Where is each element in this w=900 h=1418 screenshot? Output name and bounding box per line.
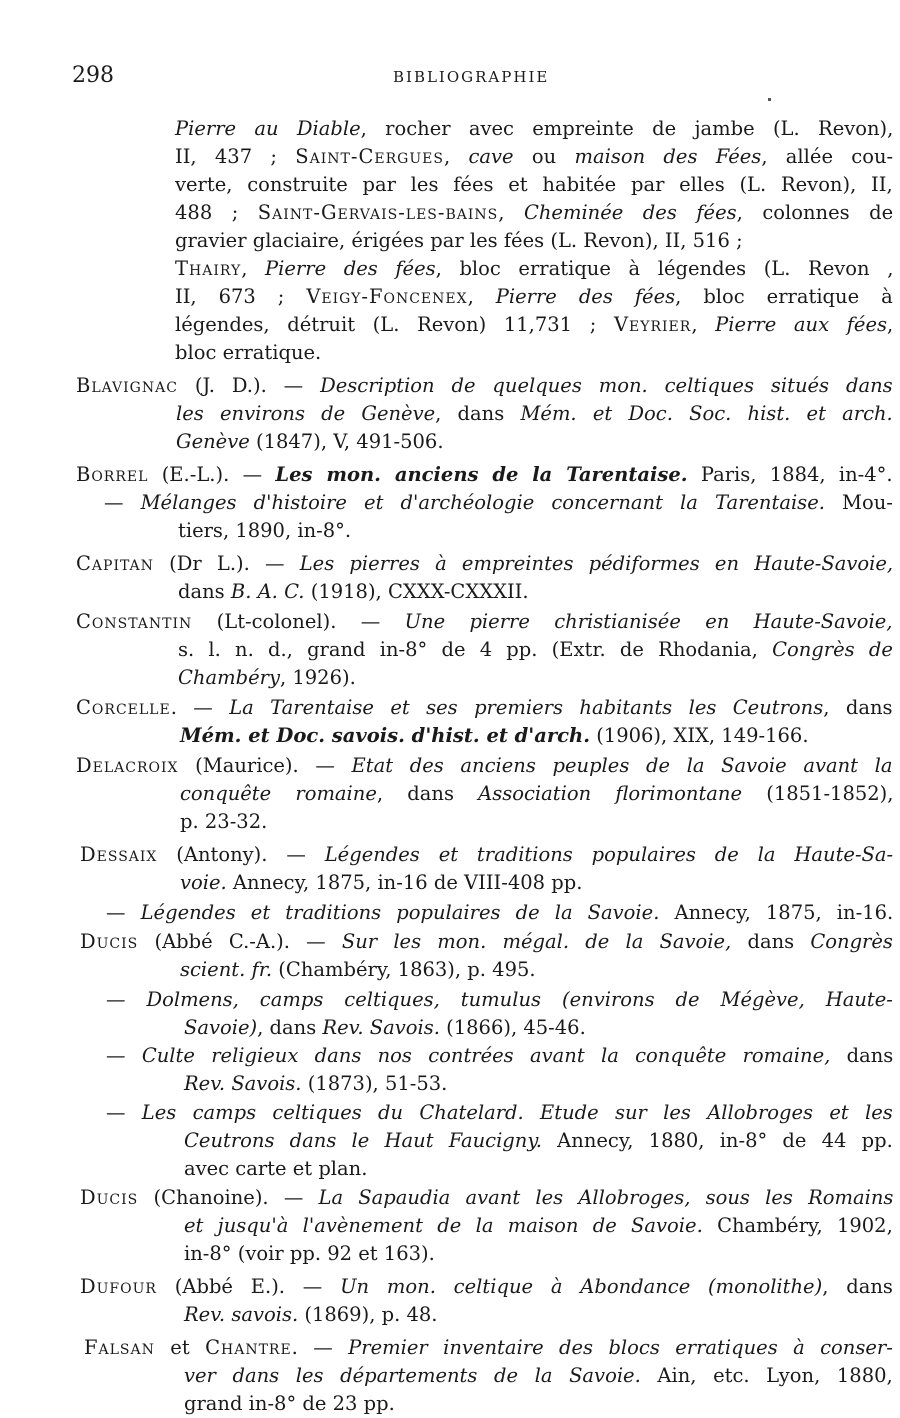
author-name: Delacroix xyxy=(76,754,179,777)
text-line xyxy=(178,636,893,664)
text-line xyxy=(180,780,893,808)
text-run: Annecy, 1875, in-16 de VIII-408 pp. xyxy=(226,871,583,894)
text-line xyxy=(106,1042,893,1070)
author-name: Dufour xyxy=(80,1275,157,1298)
text-run: (Chanoine). — xyxy=(138,1186,319,1209)
italic-title: Chambéry xyxy=(178,666,280,689)
speck-mark xyxy=(768,98,771,101)
text-run: (J. D.). — xyxy=(177,374,321,397)
text-line xyxy=(180,808,267,836)
text-line xyxy=(80,841,893,869)
author-name: Dessaix xyxy=(80,843,158,866)
italic-title: Un mon. celtique à Abondance (monolithe) xyxy=(340,1275,823,1298)
italic-title: maison des Fées xyxy=(574,145,762,168)
text-line xyxy=(184,1070,447,1098)
text-line xyxy=(76,608,893,636)
italic-title: cave xyxy=(468,145,514,168)
text-run: II, 437 ; xyxy=(175,145,296,168)
text-line xyxy=(175,227,743,255)
text-run: (1851-1852), xyxy=(742,782,894,805)
italic-title: Pierre des fées xyxy=(495,285,676,308)
text-run: (Chambéry, 1863), p. 495. xyxy=(272,958,536,981)
text-run: avec carte et plan. xyxy=(184,1157,368,1180)
italic-title: voie. xyxy=(180,871,227,894)
text-run: (1869), p. 48. xyxy=(298,1303,438,1326)
author-name: Veyrier xyxy=(613,313,692,336)
italic-title: Ceutrons dans le Haut Faucigny. xyxy=(184,1129,542,1152)
text-line xyxy=(184,1127,893,1155)
italic-title: Rev. Savois. xyxy=(322,1016,440,1039)
text-line xyxy=(180,869,582,897)
text-run: ou xyxy=(513,145,575,168)
text-line xyxy=(176,428,444,456)
italic-title: Pierre des fées xyxy=(265,257,436,280)
italic-title: Dolmens, camps celtiques, tumulus (environs de Mégève, Haute- xyxy=(146,988,893,1011)
text-line xyxy=(76,694,893,722)
text-run: Annecy, 1880, in-8° de 44 pp. xyxy=(541,1129,893,1152)
text-run: — xyxy=(106,1101,142,1124)
text-run: . — xyxy=(170,696,230,719)
text-run: et xyxy=(154,1336,206,1359)
italic-title: Légendes et traditions populaires de la Savoie. xyxy=(140,901,660,924)
text-run: (1847), V, 491-506. xyxy=(249,430,444,453)
italic-title: Sur les mon. mégal. de la Savoie, xyxy=(341,930,732,953)
italic-title: La Tarentaise et ses premiers habitants les Ceutrons xyxy=(229,696,824,719)
text-run: légendes, détruit (L. Revon) 11,731 ; xyxy=(175,313,614,336)
author-name: Chantre xyxy=(205,1336,292,1359)
text-run: (1906), XIX, 149-166. xyxy=(590,724,809,747)
italic-title: et jusqu'à l'avènement de la maison de Savoie. xyxy=(184,1214,703,1237)
author-name: Thairy xyxy=(175,257,242,280)
text-line xyxy=(184,1155,367,1183)
italic-title: Les mon. anciens de la Tarentaise. xyxy=(275,463,688,486)
italic-title: Une pierre christianisée en Haute-Savoie, xyxy=(404,610,893,633)
text-line xyxy=(176,400,893,428)
italic-title: Les pierres à empreintes pédiformes en Haute-Savoie, xyxy=(299,552,894,575)
text-line xyxy=(184,1362,893,1390)
text-run: — xyxy=(104,491,141,514)
text-line xyxy=(175,143,893,171)
text-line xyxy=(106,899,893,927)
text-line xyxy=(76,752,893,780)
italic-title: Etat des anciens peuples de la Savoie avant la xyxy=(351,754,893,777)
text-line xyxy=(84,1334,893,1362)
author-name: Ducis xyxy=(80,930,139,953)
text-run: , xyxy=(498,201,524,224)
text-run: (Abbé C.-A.). — xyxy=(138,930,342,953)
author-name: Constantin xyxy=(76,610,193,633)
text-run: , xyxy=(443,145,469,168)
italic-title: scient. fr. xyxy=(180,958,273,981)
italic-title: conquête romaine xyxy=(180,782,377,805)
text-run: Annecy, 1875, in-16. xyxy=(659,901,894,924)
italic-title: Savoie) xyxy=(184,1016,258,1039)
italic-title: ver dans les départements de la Savoie. xyxy=(184,1364,641,1387)
text-line xyxy=(175,339,321,367)
text-line xyxy=(76,550,893,578)
author-name: Ducis xyxy=(80,1186,139,1209)
text-line xyxy=(180,722,809,750)
italic-title: Premier inventaire des blocs erratiques à conser- xyxy=(348,1336,893,1359)
text-run: Mou- xyxy=(824,491,893,514)
text-run: , rocher avec empreinte de jambe (L. Revon), xyxy=(360,117,894,140)
text-run: grand in-8° de 23 pp. xyxy=(184,1392,395,1415)
text-run: , allée cou- xyxy=(761,145,894,168)
text-run: , dans xyxy=(435,402,521,425)
text-run: dans xyxy=(731,930,811,953)
italic-title: Mém. et Doc. savois. d'hist. et d'arch. xyxy=(180,724,590,747)
italic-title: Pierre au Diable xyxy=(175,117,361,140)
text-line xyxy=(76,372,893,400)
text-run: 488 ; xyxy=(175,201,258,224)
text-line xyxy=(180,956,536,984)
italic-title: Culte religieux dans nos contrées avant la conquête romaine, xyxy=(141,1044,831,1067)
author-name: Blavignac xyxy=(76,374,178,397)
text-line xyxy=(175,283,893,311)
text-line xyxy=(178,517,351,545)
text-line xyxy=(184,1301,437,1329)
text-run: (E.-L.). — xyxy=(148,463,276,486)
text-line xyxy=(80,1273,893,1301)
italic-title: Description de quelques mon. celtiques situés dans xyxy=(320,374,893,397)
text-line xyxy=(80,1184,893,1212)
author-name: Falsan xyxy=(84,1336,155,1359)
text-run: s. l. n. d., grand in-8° de 4 pp. (Extr. de Rhodania, xyxy=(178,638,773,661)
italic-title: B. A. C. xyxy=(230,580,305,603)
text-run: (1873), 51-53. xyxy=(301,1072,448,1095)
text-run: , xyxy=(691,313,716,336)
text-line xyxy=(178,664,356,692)
italic-title: Congrès de xyxy=(772,638,893,661)
italic-title: Mém. et Doc. Soc. hist. et arch. xyxy=(520,402,893,425)
text-line xyxy=(184,1014,586,1042)
text-line xyxy=(175,171,893,199)
text-line xyxy=(76,461,893,489)
italic-title: Cheminée des fées xyxy=(523,201,737,224)
italic-title: La Sapaudia avant les Allobroges, sous les Romains xyxy=(318,1186,894,1209)
italic-title: Mélanges d'histoire et d'archéologie concernant la Tarentaise. xyxy=(140,491,825,514)
page-number: 298 xyxy=(72,63,114,88)
text-run: gravier glaciaire, érigées par les fées (L. Revon), II, 516 ; xyxy=(175,229,743,252)
text-line xyxy=(184,1240,435,1268)
author-name: Corcelle xyxy=(76,696,171,719)
text-run: , 1926). xyxy=(279,666,356,689)
text-run: (1918), CXXX-CXXXII. xyxy=(304,580,529,603)
text-run: , xyxy=(887,313,894,336)
text-run: , xyxy=(241,257,266,280)
text-run: , xyxy=(467,285,496,308)
author-name: Saint-Cergues xyxy=(295,145,444,168)
text-line xyxy=(106,1099,893,1127)
text-run: , dans xyxy=(257,1016,323,1039)
text-run: , colonnes de xyxy=(736,201,894,224)
text-run: II, 673 ; xyxy=(175,285,307,308)
text-line xyxy=(175,199,893,227)
text-line xyxy=(106,986,893,1014)
italic-title: les environs de Genève xyxy=(176,402,436,425)
text-run: . — xyxy=(291,1336,349,1359)
text-run: tiers, 1890, in-8°. xyxy=(178,519,352,542)
author-name: Veigy-Foncenex xyxy=(306,285,468,308)
text-run: (1866), 45-46. xyxy=(439,1016,586,1039)
text-run: (Antony). — xyxy=(157,843,325,866)
text-run: — xyxy=(106,1044,142,1067)
text-run: , dans xyxy=(376,782,479,805)
author-name: Borrel xyxy=(76,463,149,486)
text-line xyxy=(104,489,893,517)
italic-title: Rev. savois. xyxy=(184,1303,299,1326)
text-run: (Abbé E.). — xyxy=(156,1275,341,1298)
italic-title: Les camps celtiques du Chatelard. Etude sur les Allobroges et les xyxy=(141,1101,893,1124)
text-run: — xyxy=(106,988,147,1011)
text-run: , dans xyxy=(823,696,893,719)
text-run: verte, construite par les fées et habitée par elles (L. Revon), II, xyxy=(175,173,893,196)
author-name: Saint-Gervais-les-bains xyxy=(257,201,499,224)
text-line xyxy=(175,115,893,143)
text-run: in-8° (voir pp. 92 et 163). xyxy=(184,1242,435,1265)
italic-title: Association florimontane xyxy=(478,782,743,805)
italic-title: Congrès xyxy=(810,930,893,953)
text-line xyxy=(175,311,893,339)
text-line xyxy=(175,255,893,283)
text-line xyxy=(80,928,893,956)
text-run: p. 23-32. xyxy=(180,810,268,833)
text-run: Paris, 1884, in-4°. xyxy=(687,463,893,486)
text-run: (Lt-colonel). — xyxy=(192,610,405,633)
italic-title: Pierre aux fées xyxy=(715,313,888,336)
text-run: Ain, etc. Lyon, 1880, xyxy=(640,1364,893,1387)
text-run: — xyxy=(106,901,141,924)
text-run: , bloc erratique à légendes (L. Revon , xyxy=(435,257,894,280)
text-line xyxy=(184,1390,395,1418)
text-run: (Dr L.). — xyxy=(153,552,300,575)
text-line xyxy=(184,1212,893,1240)
text-run: bloc erratique. xyxy=(175,341,322,364)
text-run: dans xyxy=(830,1044,894,1067)
running-head: BIBLIOGRAPHIE xyxy=(393,68,550,86)
author-name: Capitan xyxy=(76,552,154,575)
text-run: , dans xyxy=(822,1275,893,1298)
text-run: (Maurice). — xyxy=(178,754,352,777)
text-run: dans xyxy=(178,580,231,603)
italic-title: Rev. Savois. xyxy=(184,1072,302,1095)
text-run: Chambéry, 1902, xyxy=(702,1214,893,1237)
text-line xyxy=(178,578,529,606)
italic-title: Genève xyxy=(176,430,250,453)
italic-title: Légendes et traditions populaires de la Haute-Sa- xyxy=(324,843,894,866)
text-run: , bloc erratique à xyxy=(675,285,893,308)
